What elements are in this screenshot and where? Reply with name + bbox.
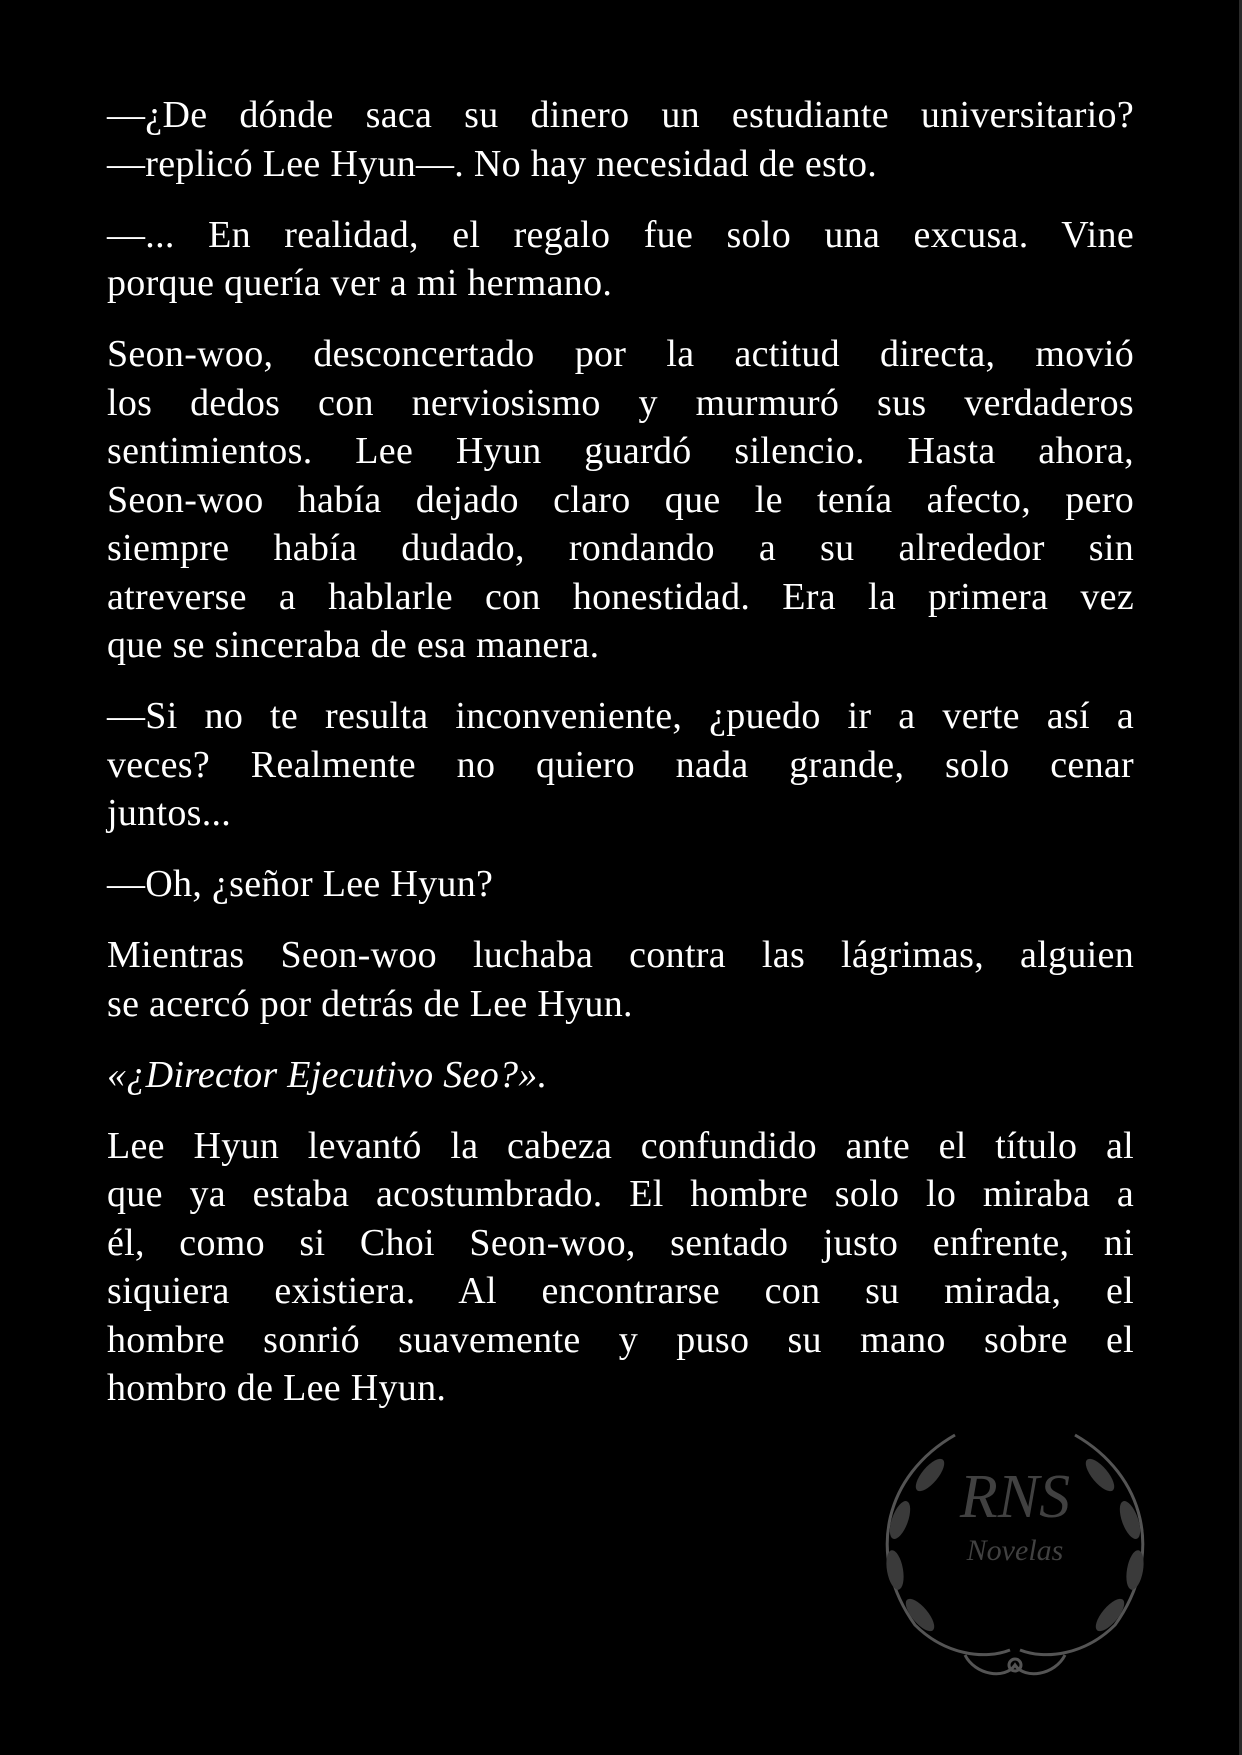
text-line: los dedos con nerviosismo y murmuró sus verdaderos: [107, 381, 1134, 424]
text-line: Seon-woo, desconcertado por la actitud directa, movió: [107, 333, 1134, 375]
paragraph: [107, 931, 1134, 1028]
paragraph: [107, 692, 1134, 838]
text-line: siempre había dudado, rondando a su alrededor sin: [107, 527, 1134, 569]
novel-text: [107, 91, 1134, 1435]
text-line: —Si no te resulta inconveniente, ¿puedo ir a verte así a: [107, 695, 1134, 737]
paragraph: [107, 211, 1134, 308]
text-line: —Oh, ¿señor Lee Hyun?: [107, 863, 494, 905]
text-line: hombre sonrió suavemente y puso su mano sobre el: [107, 1318, 1134, 1361]
watermark-title: RNS: [959, 1463, 1071, 1531]
paragraph: [107, 91, 1134, 188]
text-line: Seon-woo había dejado claro que le tenía afecto, pero: [107, 478, 1134, 521]
text-line: juntos...: [107, 792, 232, 834]
text-line: «¿Director Ejecutivo Seo?».: [107, 1053, 548, 1096]
text-line: —¿De dónde saca su dinero un estudiante universitario?: [107, 94, 1134, 136]
text-line: atreverse a hablarle con honestidad. Era la primera vez: [107, 575, 1134, 618]
text-line: que ya estaba acostumbrado. El hombre solo lo miraba a: [107, 1173, 1134, 1215]
text-line: él, como si Choi Seon-woo, sentado justo enfrente, ni: [107, 1221, 1134, 1264]
paragraph: [107, 860, 1134, 909]
text-line: Lee Hyun levantó la cabeza confundido ante el título al: [107, 1124, 1134, 1167]
text-line: que se sinceraba de esa manera.: [107, 624, 600, 666]
paragraph: [107, 1051, 1134, 1100]
watermark-subtitle: Novelas: [966, 1534, 1064, 1567]
text-line: veces? Realmente no quiero nada grande, solo cenar: [107, 743, 1134, 786]
text-line: sentimientos. Lee Hyun guardó silencio. Hasta ahora,: [107, 430, 1134, 472]
text-line: hombro de Lee Hyun.: [107, 1367, 447, 1409]
paragraph: [107, 330, 1134, 670]
paragraph: [107, 1122, 1134, 1413]
text-line: —replicó Lee Hyun—. No hay necesidad de esto.: [107, 142, 878, 185]
text-line: Mientras Seon-woo luchaba contra las lágrimas, alguien: [107, 934, 1134, 976]
text-line: —... En realidad, el regalo fue solo una excusa. Vine: [107, 213, 1134, 256]
text-line: porque quería ver a mi hermano.: [107, 262, 613, 304]
text-line: siquiera existiera. Al encontrarse con su mirada, el: [107, 1270, 1134, 1312]
laurel-wreath-icon: [845, 1425, 1185, 1685]
text-line: se acercó por detrás de Lee Hyun.: [107, 982, 633, 1025]
rns-novelas-watermark-logo: [845, 1425, 1185, 1685]
